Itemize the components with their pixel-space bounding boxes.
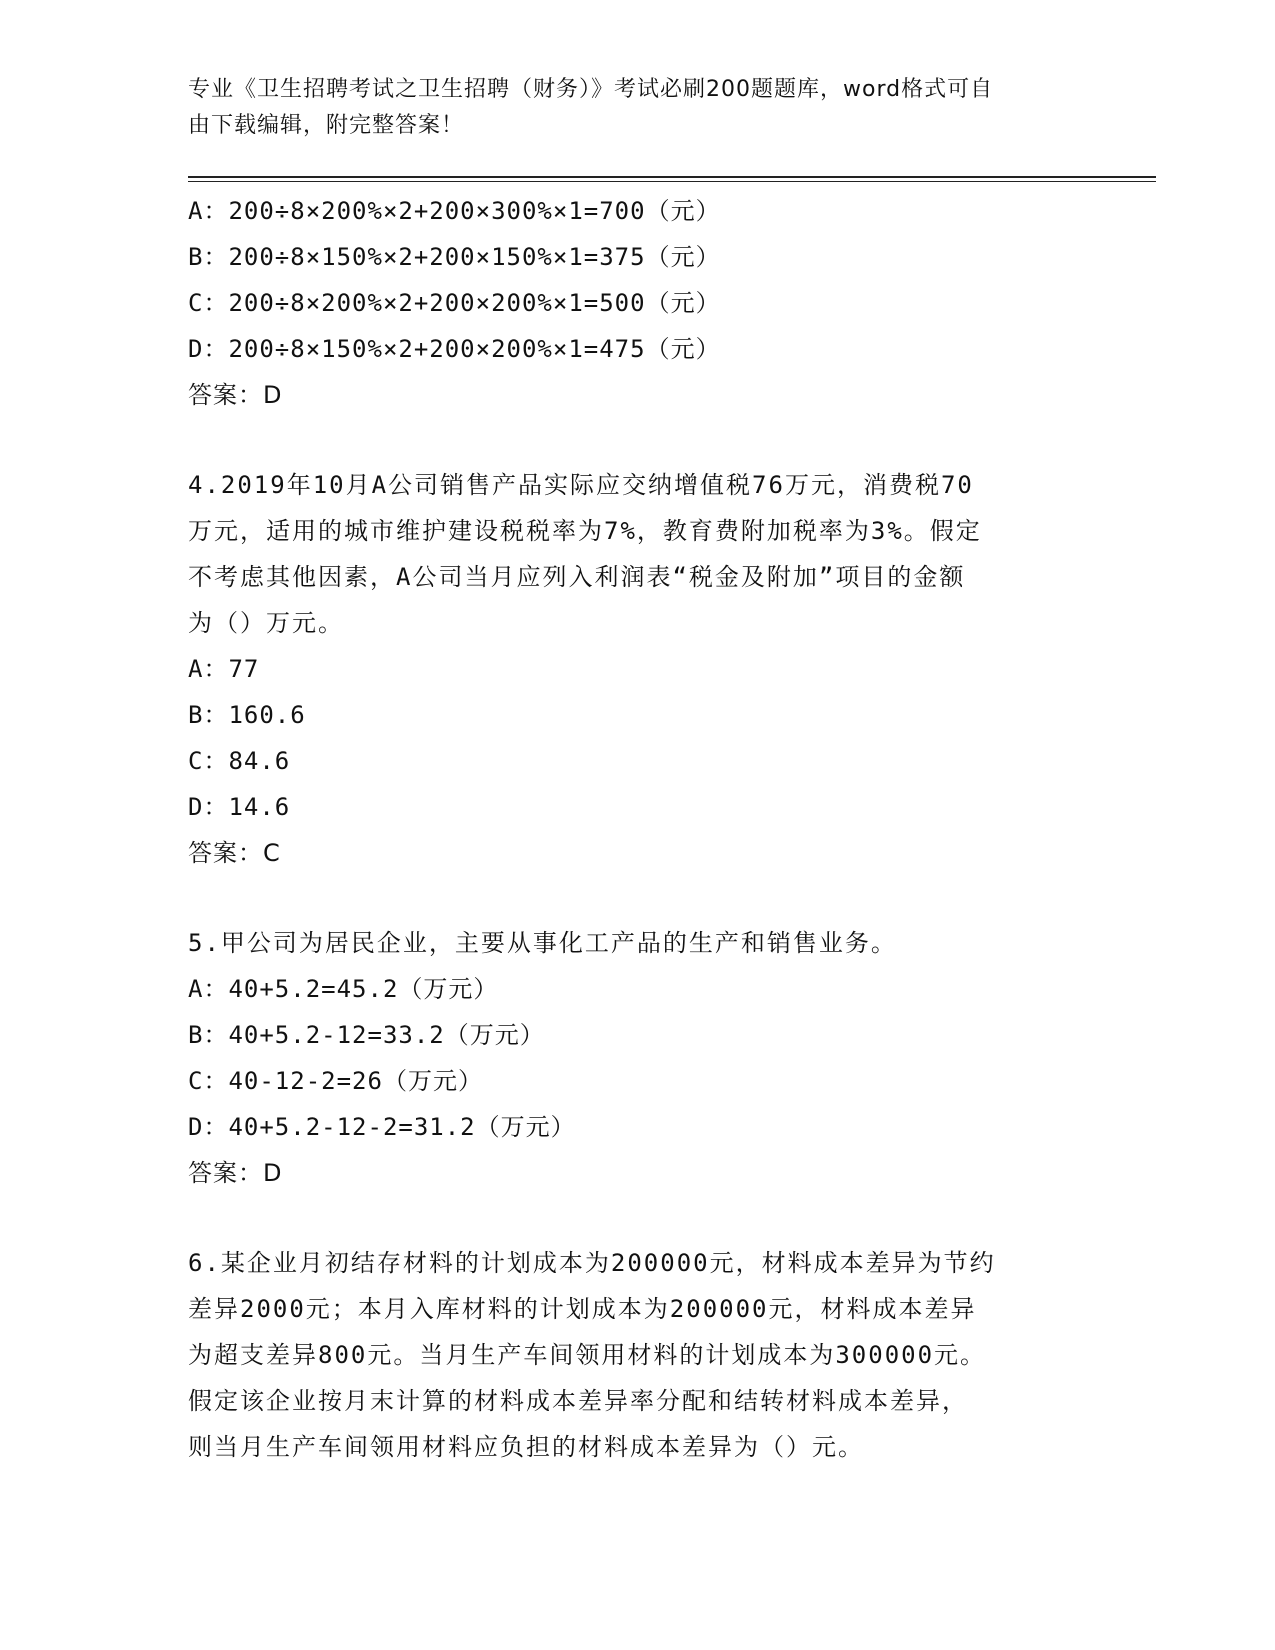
- header-line: 由下载编辑，附完整答案！: [188, 113, 465, 138]
- question-stem-line: 4.2019年10月A公司销售产品实际应交纳增值税76万元，消费税70: [188, 471, 974, 499]
- question-stem-line: 差异2000元；本月入库材料的计划成本为200000元，材料成本差异: [188, 1295, 977, 1323]
- option-d: D：40+5.2-12-2=31.2（万元）: [188, 1113, 576, 1141]
- option-d: D：14.6: [188, 793, 291, 821]
- question-stem-line: 则当月生产车间领用材料应负担的材料成本差异为（）元。: [188, 1433, 864, 1461]
- option-a: A：200÷8×200%×2+200×300%×1=700（元）: [188, 197, 721, 225]
- question-stem-line: 不考虑其他因素，A公司当月应列入利润表“税金及附加”项目的金额: [188, 563, 966, 591]
- question-stem-line: 5.甲公司为居民企业，主要从事化工产品的生产和销售业务。: [188, 929, 897, 957]
- option-c: C：84.6: [188, 747, 291, 775]
- question-list: [188, 188, 1088, 1470]
- option-d: D：200÷8×150%×2+200×200%×1=475（元）: [188, 335, 721, 363]
- option-b: B：160.6: [188, 701, 306, 729]
- option-b: B：40+5.2-12=33.2（万元）: [188, 1021, 545, 1049]
- spacer: [188, 1196, 1088, 1240]
- answer-line: 答案：D: [188, 1159, 283, 1187]
- header-divider-thin: [188, 181, 1156, 182]
- spacer: [188, 418, 1088, 462]
- question-5: [188, 920, 1088, 1196]
- document-header: [188, 72, 1068, 144]
- question-stem-line: 6.某企业月初结存材料的计划成本为200000元，材料成本差异为节约: [188, 1249, 996, 1277]
- question-3: [188, 188, 1088, 418]
- question-6: [188, 1240, 1088, 1470]
- option-c: C：40-12-2=26（万元）: [188, 1067, 483, 1095]
- option-b: B：200÷8×150%×2+200×150%×1=375（元）: [188, 243, 721, 271]
- question-stem-line: 为超支差异800元。当月生产车间领用材料的计划成本为300000元。: [188, 1341, 987, 1369]
- question-stem-line: 假定该企业按月末计算的材料成本差异率分配和结转材料成本差异，: [188, 1387, 968, 1415]
- answer-line: 答案：D: [188, 381, 283, 409]
- question-stem-line: 为（）万元。: [188, 609, 344, 637]
- answer-line: 答案：C: [188, 839, 281, 867]
- option-a: A：77: [188, 655, 260, 683]
- header-divider: [188, 176, 1156, 178]
- question-4: [188, 462, 1088, 876]
- question-stem-line: 万元，适用的城市维护建设税税率为7%，教育费附加税率为3%。假定: [188, 517, 982, 545]
- option-c: C：200÷8×200%×2+200×200%×1=500（元）: [188, 289, 721, 317]
- header-line: 专业《卫生招聘考试之卫生招聘（财务）》考试必刷200题题库，word格式可自: [188, 77, 994, 102]
- spacer: [188, 876, 1088, 920]
- option-a: A：40+5.2=45.2（万元）: [188, 975, 499, 1003]
